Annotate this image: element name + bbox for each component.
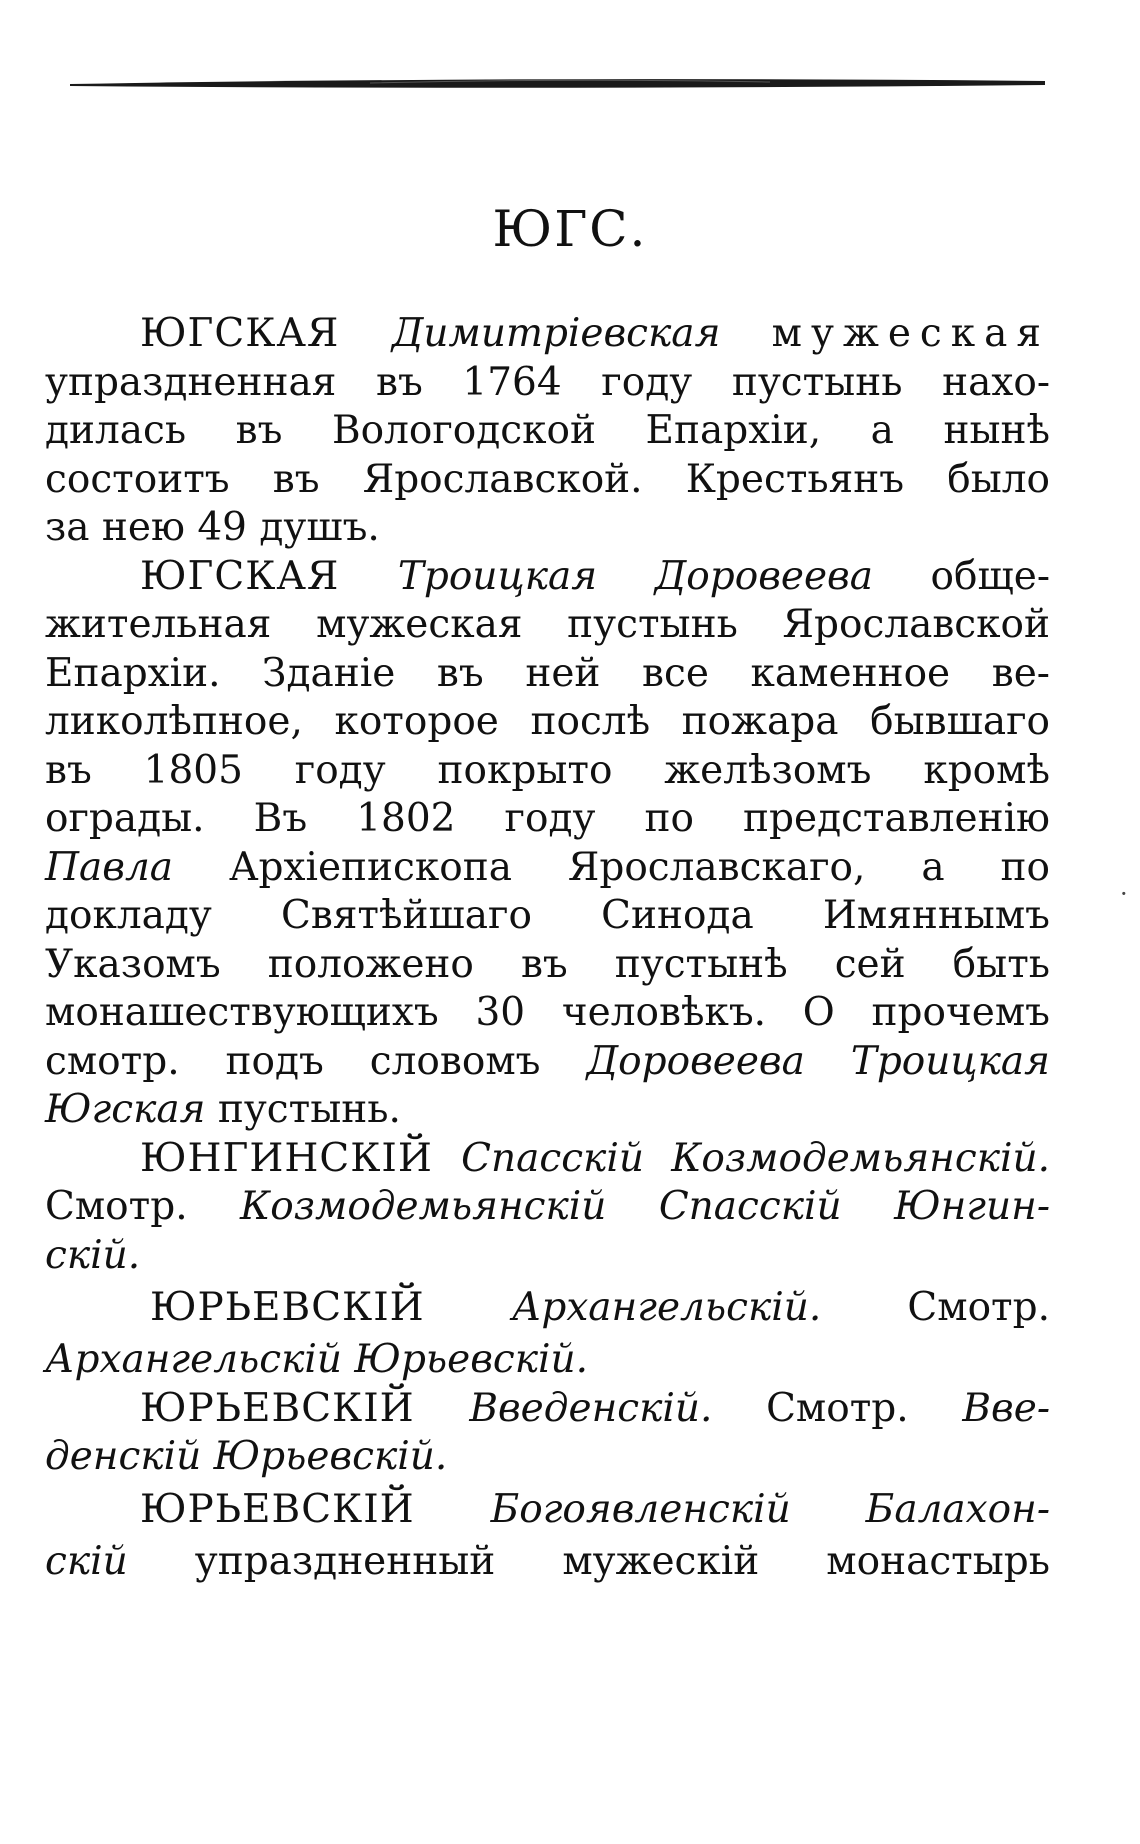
italic-text: Павла	[45, 844, 229, 890]
text-line	[45, 1038, 1050, 1087]
line-text: ограды. Въ 1802 году по представленію	[45, 796, 1050, 841]
margin-speck: ·	[1120, 880, 1128, 908]
italic-text: Козмодемьянскій Спасскій Юнгин-	[240, 1184, 1050, 1229]
text-line	[45, 747, 1050, 796]
line-text: упраздненная въ 1764 году пустынь нахо-	[45, 359, 1050, 405]
italic-text: Архангельскій.	[511, 1285, 908, 1330]
italic-text: Доровеева Троицкая	[586, 1038, 1050, 1084]
italic-text: скій.	[45, 1232, 141, 1278]
text-line	[45, 456, 1050, 505]
line-text: Указомъ положено въ пустынѣ сей быть	[45, 941, 1050, 987]
italic-text: Димитріевская	[391, 311, 772, 356]
line-text: мужеская	[771, 311, 1050, 356]
line-text: докладу Святѣйшаго Синода Имяннымъ	[45, 893, 1050, 938]
text-line	[45, 1538, 1050, 1587]
italic-text: скій	[45, 1538, 195, 1584]
line-text: смотр. подъ словомъ	[45, 1038, 587, 1084]
text-line	[45, 1385, 1050, 1434]
line-text: Смотр.	[45, 1184, 241, 1229]
text-line	[45, 844, 1050, 893]
text-line	[45, 1183, 1050, 1232]
entry-headword: ЮРЬЕВСКІЙ	[140, 1385, 470, 1431]
line-text: дилась въ Вологодской Епархіи, а нынѣ	[45, 408, 1050, 453]
line-text: Смотр.	[766, 1385, 963, 1431]
line-text: монашествующихъ 30 человѣкъ. О прочемъ	[45, 990, 1050, 1035]
italic-text: Богоявленскій Балахон-	[490, 1486, 1050, 1532]
text-line	[45, 1433, 1050, 1482]
entry-headword: ЮНГИНСКІЙ	[140, 1135, 462, 1181]
italic-text: денскій Юрьевскій.	[45, 1434, 448, 1479]
line-text: Архіепископа Ярославскаго, а по	[228, 844, 1050, 890]
italic-text: Вве-	[962, 1385, 1050, 1431]
text-line	[45, 989, 1050, 1038]
line-text: обще-	[930, 553, 1050, 599]
line-text: жительная мужеская пустынь Ярославской	[45, 602, 1050, 647]
text-line	[45, 1280, 1050, 1336]
line-text: пустынь.	[217, 1087, 401, 1132]
text-line	[45, 795, 1050, 844]
text-line	[45, 1135, 1050, 1184]
text-line	[45, 892, 1050, 941]
line-text: Смотр.	[907, 1285, 1050, 1330]
entry-headword: ЮРЬЕВСКІЙ	[140, 1486, 491, 1532]
entry-headword: ЮРЬЕВСКІЙ	[150, 1285, 512, 1330]
text-line	[45, 650, 1050, 699]
text-line	[45, 698, 1050, 747]
text-line	[45, 1086, 1050, 1135]
page-heading: ЮГС.	[492, 200, 648, 258]
line-text: ликолѣпное, которое послѣ пожара бывшаго	[45, 699, 1050, 744]
italic-text: Спасскій Козмодемьянскій.	[461, 1135, 1050, 1181]
line-text: за нею 49 душъ.	[45, 505, 380, 550]
entry-headword: ЮГСКАЯ	[140, 311, 392, 356]
text-line	[45, 1336, 1050, 1385]
italic-text: Югская	[45, 1087, 218, 1132]
italic-text: Введенскій.	[469, 1385, 767, 1431]
text-line	[45, 1232, 1050, 1281]
text-line	[45, 1482, 1050, 1538]
ornamental-rule	[70, 76, 1045, 90]
line-text: упраздненный мужескій монастырь	[194, 1538, 1050, 1584]
text-line	[45, 553, 1050, 602]
line-text: Епархіи. Зданіе въ ней все каменное ве-	[45, 650, 1050, 696]
entry-text	[45, 310, 1050, 1586]
italic-text: Архангельскій Юрьевскій.	[45, 1337, 589, 1382]
line-text: состоитъ въ Ярославской. Крестьянъ было	[45, 456, 1050, 502]
text-line	[45, 601, 1050, 650]
text-line	[45, 504, 1050, 553]
line-text: въ 1805 году покрыто желѣзомъ кромѣ	[45, 747, 1050, 793]
text-line	[45, 407, 1050, 456]
text-line	[45, 310, 1050, 359]
text-line	[45, 941, 1050, 990]
italic-text: Троицкая Доровеева	[397, 553, 931, 599]
text-line	[45, 359, 1050, 408]
entry-headword: ЮГСКАЯ	[140, 553, 398, 599]
